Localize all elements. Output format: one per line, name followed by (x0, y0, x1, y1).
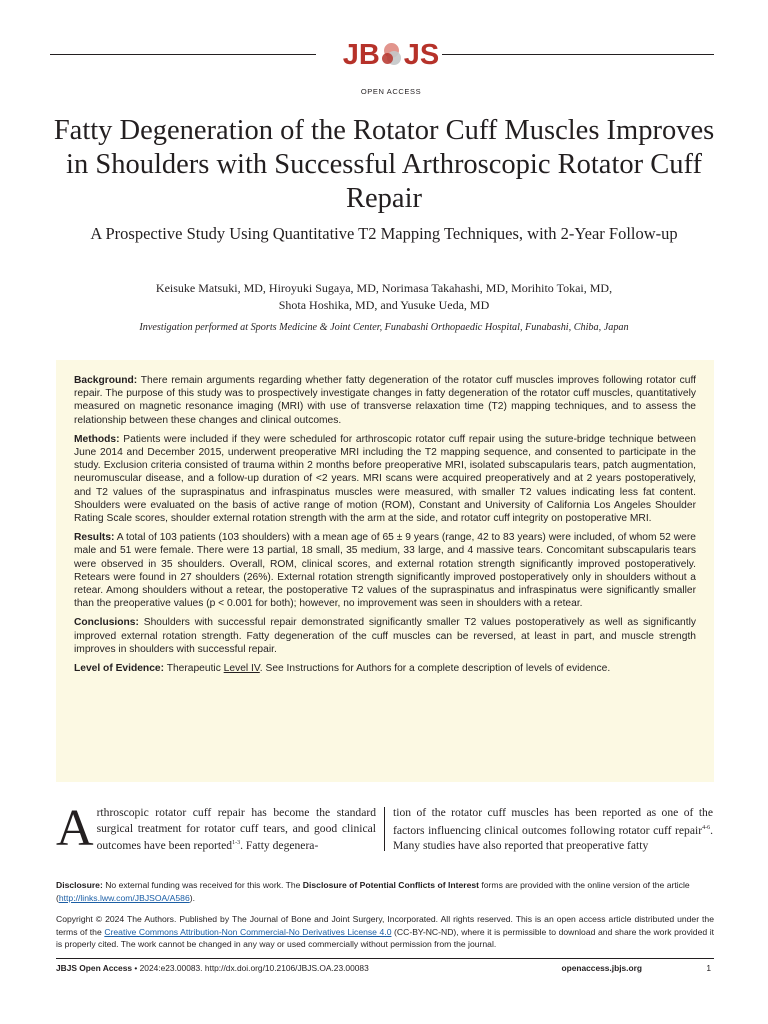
copyright-note: Copyright © 2024 The Authors. Published by The Journal of Bone and Joint Surgery, Incorporated. All rights reserved. This is an open access article distributed under the terms of the Creative Commons Attribution-Non Commercial-No Derivatives License 4.0 (CC-BY-NC-ND), where it is permissible to download and share the work provided it is properly cited. The work cannot be changed in any way or used commercially without permission from the journal. (56, 914, 714, 950)
ampersand-logo-icon (381, 38, 403, 66)
column-divider (384, 807, 385, 851)
body-column-right: tion of the rotator cuff muscles has been reported as one of the factors influencing clinical outcomes following rotator cuff repair$^{4-6}$. Many studies have also reported that preoperative fatty (393, 806, 713, 853)
abstract-level-of-evidence: Level of Evidence: Therapeutic Level IV. See Instructions for Authors for a complete description of levels of evidence. (74, 663, 611, 675)
open-access-label: OPEN ACCESS (360, 87, 422, 96)
supplement-link[interactable]: http://links.lww.com/JBJSOA/A586 (58, 892, 190, 903)
reference-1-3[interactable]: 1-3 (232, 840, 241, 847)
abstract-conclusions: Conclusions: Shoulders with successful repair demonstrated significantly smaller T2 values postoperatively as well as significantly improved external rotation strength. Fatty degeneration of the cuff muscles can be reversed, at least in part, and muscle strength improves in shoulders with successful repair. (74, 617, 696, 655)
authors-line-1: Keisuke Matsuki, MD, Hiroyuki Sugaya, MD, Norimasa Takahashi, MD, Morihito Tokai, MD, (155, 281, 613, 295)
abstract-background: Background: There remain arguments regarding whether fatty degeneration of the rotator cuff muscles improves following rotator cuff repair. The purpose of this study was to prospectively investigate changes in fatty degeneration of the rotator cuff muscles, quantitatively measured on magnetic resonance imaging (MRI) with use of transverse relaxation time (T2) mapping techniques, and to assess the relationship between these changes and clinical outcomes. (74, 375, 696, 426)
author-list (120, 280, 648, 314)
body-text (56, 800, 714, 867)
page-number: 1 (706, 963, 711, 973)
abstract-results: Results: A total of 103 patients (103 shoulders) with a mean age of 65 ± 9 years (range, 42 to 83 years) were included, of whom 52 were male and 51 were female. There were 13 partial, 18 small, 35 medium, 33 large, and 4 massive tears. Concomitant subscapularis tears were observed in 35 shoulders. Overall, ROM, clinical scores, and external rotation strength significantly improved postoperatively. Retears were found in 27 shoulders (26%). External rotation strength significantly improved postoperatively only in shoulders without a retear. Among shoulders without a retear, the postoperative T2 values of the supraspinatus and infraspinatus were significantly smaller than the preoperative values (p < 0.001 for both); however, no improvement was seen in shoulders with a retear. (74, 532, 696, 610)
disclosure-note: Disclosure: No external funding was received for this work. The Disclosure of Potential Conflicts of Interest forms are provided with the online version of the article (http://links.lww.com/JBJSOA/A586). (56, 880, 690, 903)
article-title: Fatty Degeneration of the Rotator Cuff Muscles Improves in Shoulders with Successful Arthroscopic Rotator Cuff Repair (53, 115, 715, 214)
abstract-box (56, 360, 714, 782)
masthead-rule-left (50, 54, 316, 55)
abstract-methods: Methods: Patients were included if they were scheduled for arthroscopic rotator cuff repair using the suture-bridge technique between June 2014 and December 2015, underwent preoperative MRI including the T2 mapping sequence, and consented to participate in the study. Exclusion criteria consisted of trauma within 2 months before preoperative MRI, isolated subscapularis tears, patch augmentation, neuromuscular disease, and a follow-up duration of <2 years. MRI scans were acquired preoperatively and at 2 years postoperatively, and T2 values of the supraspinatus and infraspinatus muscles were measured, with smaller T2 values indicating less fat content. Shoulders were evaluated on the basis of active range of motion (ROM), Constant and University of California Los Angeles Shoulder Rating Scale scores, shoulder external rotation strength with the arm at the side, and rotator cuff integrity on postoperative MRI. (74, 433, 696, 525)
masthead (50, 38, 714, 98)
logo-jb: JB (342, 39, 380, 71)
footer-journal: JBJS Open Access (56, 963, 133, 973)
article-subtitle: A Prospective Study Using Quantitative T2 Mapping Techniques, with 2-Year Follow-up (90, 224, 678, 243)
body-column-left: Arthroscopic rotator cuff repair has become the standard surgical treatment for rotator cuff tears, and good clinical outcomes have been reported$^{1-3}$. Fatty degenera- (56, 800, 376, 857)
masthead-rule-right (442, 54, 714, 55)
license-link[interactable]: Creative Commons Attribution-Non Commercial-No Derivatives License 4.0 (104, 926, 392, 937)
journal-logo (326, 38, 456, 72)
institution-note: Investigation performed at Sports Medicine & Joint Center, Funabashi Orthopaedic Hospital, Funabashi, Chiba, Japan (139, 322, 629, 333)
footer-site[interactable]: openaccess.jbjs.org (561, 963, 642, 973)
footer-rule (56, 958, 714, 959)
authors-line-2: Shota Hoshika, MD, and Yusuke Ueda, MD (278, 298, 490, 312)
logo-js: JS (403, 39, 440, 71)
reference-4-6[interactable]: 4-6 (702, 824, 711, 831)
page-footer (56, 962, 714, 974)
drop-cap: A (56, 800, 94, 857)
footer-citation: • 2024:e23.00083. http://dx.doi.org/10.2106/JBJS.OA.23.00083 (132, 963, 369, 973)
level-iv-link[interactable]: Level IV (223, 663, 260, 675)
